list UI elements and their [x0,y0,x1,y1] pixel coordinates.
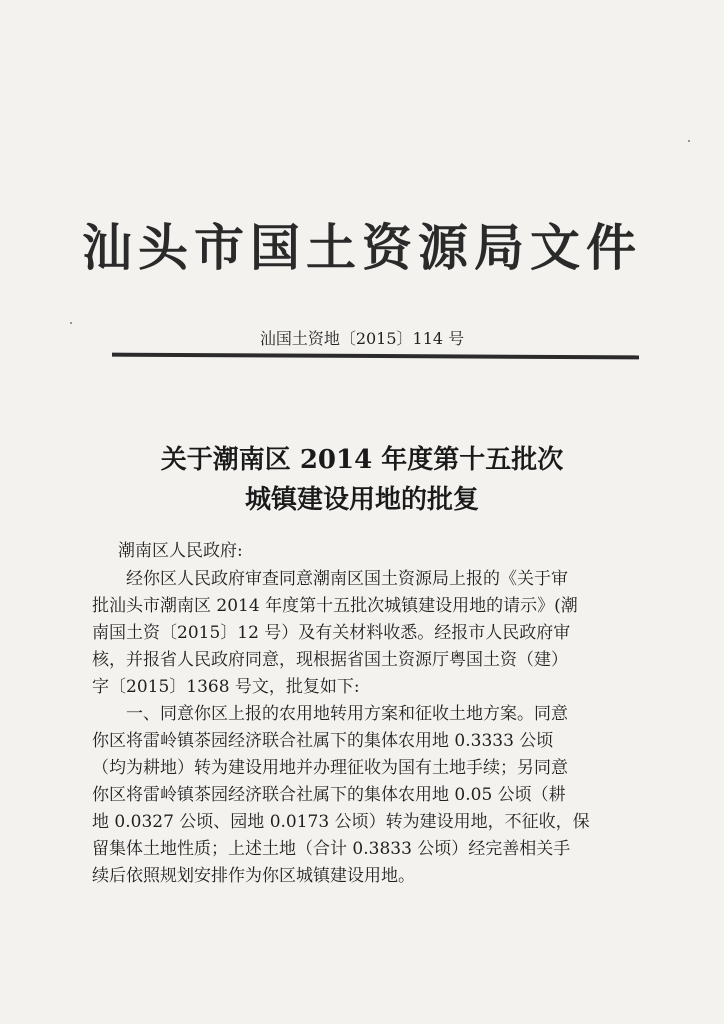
body-line: 你区将雷岭镇茶园经济联合社属下的集体农用地 0.3333 公顷 [92,731,554,751]
body-line: 续后依照规划安排作为你区城镇建设用地。 [92,866,415,886]
document-body [92,566,642,890]
scan-speck [70,322,72,324]
document-subject [0,440,724,520]
body-line: 留集体土地性质；上述土地（合计 0.3833 公顷）经完善相关手 [92,839,571,859]
subject-line-1: 关于潮南区 2014 年度第十五批次 [160,445,564,475]
subject-line-2: 城镇建设用地的批复 [244,485,479,515]
body-line: 你区将雷岭镇茶园经济联合社属下的集体农用地 0.05 公顷（耕 [92,785,566,805]
body-line: 地 0.0327 公顷、园地 0.0173 公顷）转为建设用地，不征收，保 [92,812,590,832]
header-divider [112,353,639,360]
document-number: 汕国土资地〔2015〕114 号 [259,329,465,348]
body-line: 一、同意你区上报的农用地转用方案和征收土地方案。同意 [92,704,568,724]
body-line: 南国土资〔2015〕12 号）及有关材料收悉。经报市人民政府审 [92,623,571,643]
document-header-title: 汕头市国土资源局文件 [82,218,642,277]
body-line: 批汕头市潮南区 2014 年度第十五批次城镇建设用地的请示》(潮 [92,596,578,616]
body-line: 字〔2015〕1368 号文，批复如下: [92,677,360,697]
body-line: 经你区人民政府审查同意潮南区国土资源局上报的《关于审 [92,569,568,589]
scan-speck [688,140,690,142]
addressee: 潮南区人民政府: [118,541,243,561]
body-line: （均为耕地）转为建设用地并办理征收为国有土地手续；另同意 [92,758,568,778]
body-line: 核，并报省人民政府同意，现根据省国土资源厅粤国土资（建） [92,650,568,670]
